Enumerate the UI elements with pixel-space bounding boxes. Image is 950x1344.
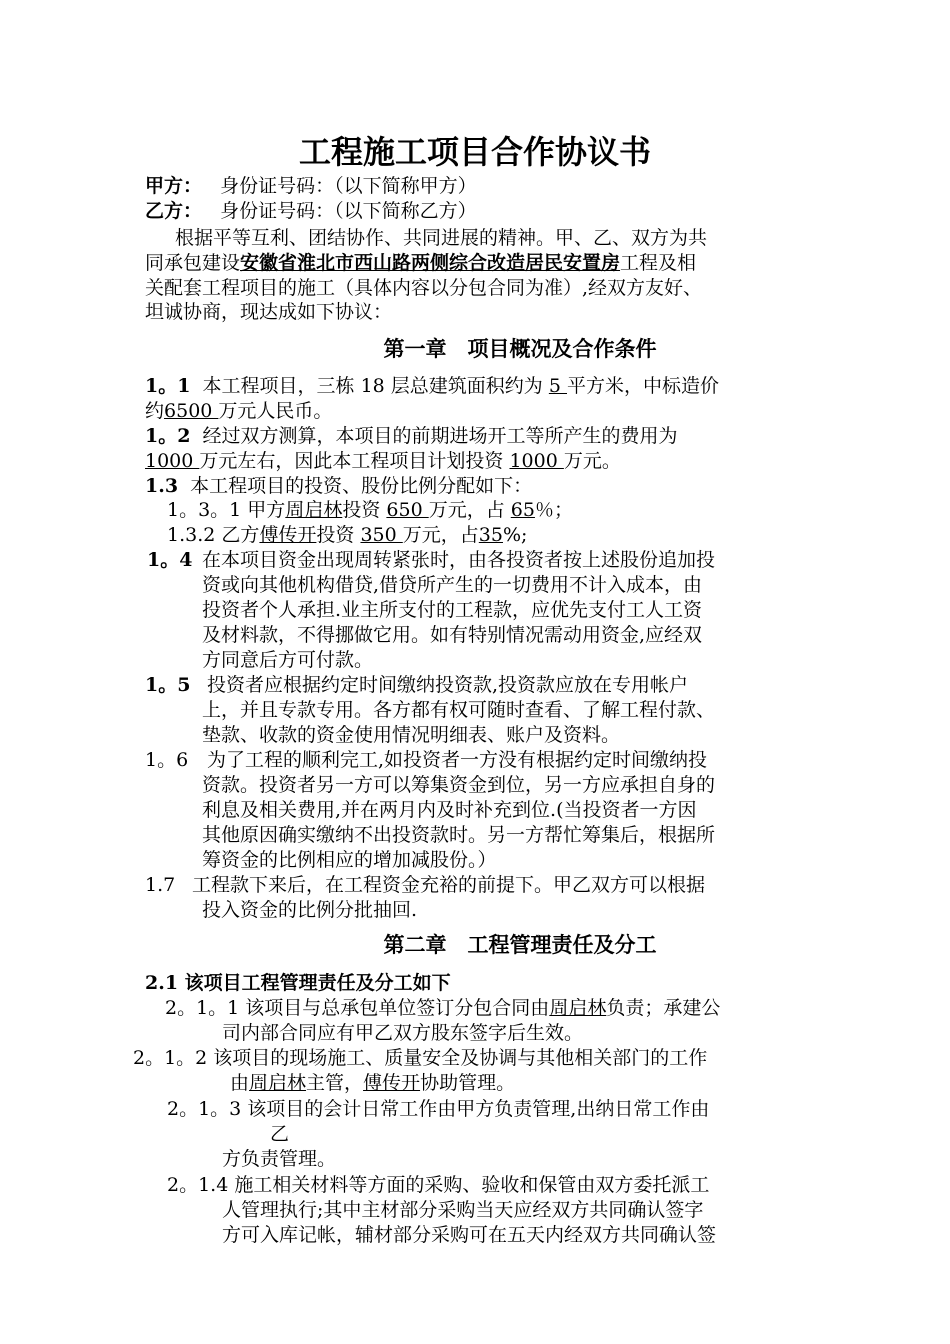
party-a-label: 甲方： — [145, 175, 203, 197]
clause-text: 由 — [230, 1072, 250, 1094]
clause-1-7-line-2: 投入资金的比例分批抽回. — [202, 899, 418, 921]
clause-1-4-line-4: 及材料款，不得挪做它用。如有特别情况需动用资金,应经双 — [202, 624, 703, 646]
clause-number-1-5: 1。5 — [145, 674, 191, 696]
area-value: 5 — [548, 375, 567, 397]
clause-2-1-4-line-3: 方可入库记帐，辅材部分采购可在五天内经双方共同确认签 — [222, 1224, 717, 1246]
project-name: 安徽省淮北市西山路两侧综合改造居民安置房 — [240, 252, 621, 274]
chapter-2-heading: 第二章 工程管理责任及分工 — [383, 933, 657, 957]
intro-text: 工程及相 — [620, 252, 697, 274]
clause-1-7-line-1: 工程款下来后，在工程资金充裕的前提下。甲乙双方可以根据 — [192, 874, 706, 896]
clause-text: 本工程项目的投资、股份比例分配如下： — [190, 475, 533, 497]
clause-text: 主管， — [306, 1072, 364, 1094]
clause-text: 协助管理。 — [420, 1072, 516, 1094]
clause-text: 投资 — [342, 499, 381, 521]
intro-line-4: 坦诚协商，现达成如下协议： — [145, 301, 393, 323]
clause-1-4-line-5: 方同意后方可付款。 — [202, 649, 374, 671]
clause-1-4-line-2: 资或向其他机构借贷,借贷所产生的一切费用不计入成本，由 — [202, 574, 703, 596]
clause-text: 1.3.2 乙方 — [167, 524, 260, 546]
party-a-text: 身份证号码：（以下简称甲方） — [220, 175, 477, 197]
intro-line-2 — [145, 251, 696, 275]
party-b-name: 傅传开 — [259, 524, 317, 546]
clause-text: 负责；承建公 — [606, 997, 721, 1019]
clause-1-4-line-3: 投资者个人承担.业主所支付的工程款，应优先支付工人工资 — [202, 599, 703, 621]
party-a-name: 周启林 — [249, 1072, 307, 1094]
clause-1-3-2 — [167, 523, 527, 547]
party-b-line — [145, 199, 477, 223]
clause-1-2-cont — [145, 449, 621, 473]
clause-1-5-line-3: 垫款、收款的资金使用情况明细表、账户及资料。 — [202, 724, 621, 746]
party-a-amount: 650 — [386, 499, 429, 521]
clause-1-5-line-2: 上，并且专款专用。各方都有权可随时查看、了解工程付款、 — [202, 699, 716, 721]
clause-2-1-heading: 2.1 该项目工程管理责任及分工如下 — [145, 972, 451, 994]
clause-2-1-1-cont: 司内部合同应有甲乙双方股东签字后生效。 — [222, 1022, 584, 1044]
clause-number: 1。2 — [145, 425, 191, 447]
clause-1-6-line-4: 其他原因确实缴纳不出投资款时。另一方帮忙筹集后，根据所 — [202, 824, 716, 846]
clause-number-1-7: 1.7 — [145, 874, 176, 896]
clause-text: 万元，占 — [402, 524, 479, 546]
clause-text: 1。3。1 甲方 — [167, 499, 286, 521]
clause-text: 投资 — [316, 524, 355, 546]
party-b-text: 身份证号码：（以下简称乙方） — [220, 200, 477, 222]
clause-number-1-4: 1。4 — [147, 549, 193, 571]
clause-2-1-3-cont: 方负责管理。 — [222, 1148, 337, 1170]
clause-1-6-line-2: 资款。投资者另一方可以筹集资金到位，另一方应承担自身的 — [202, 774, 716, 796]
party-b-share: 35 — [478, 524, 503, 546]
clause-1-1 — [145, 374, 719, 398]
clause-1-5-line-1: 投资者应根据约定时间缴纳投资款,投资款应放在专用帐户 — [207, 674, 689, 696]
clause-2-1-2: 2。1。2 该项目的现场施工、质量安全及协调与其他相关部门的工作 — [133, 1047, 708, 1069]
party-b-label: 乙方： — [145, 200, 203, 222]
clause-text: 万元人民币。 — [218, 400, 333, 422]
clause-number: 1。1 — [145, 375, 191, 397]
investment-value: 1000 — [509, 450, 564, 472]
party-b-amount: 350 — [360, 524, 403, 546]
clause-1-3 — [145, 474, 532, 498]
intro-text: 同承包建设 — [145, 252, 241, 274]
clause-1-1-cont — [145, 399, 332, 423]
party-a-share: 65 — [510, 499, 535, 521]
clause-2-1-4: 2。1.4 施工相关材料等方面的采购、验收和保管由双方委托派工 — [167, 1174, 710, 1196]
clause-number: 1.3 — [145, 475, 179, 497]
document-title: 工程施工项目合作协议书 — [298, 133, 651, 171]
clause-2-1-3: 2。1。3 该项目的会计日常工作由甲方负责管理,出纳日常工作由 — [167, 1098, 710, 1120]
clause-2-1-2-cont — [230, 1071, 515, 1095]
clause-text: 2。1。1 该项目与总承包单位签订分包合同由 — [165, 997, 550, 1019]
clause-1-6-line-5: 筹资金的比例相应的增加减股份。） — [202, 849, 497, 871]
cost-value: 1000 — [145, 450, 200, 472]
clause-text: 本工程项目，三栋 18 层总建筑面积约为 — [202, 375, 543, 397]
intro-line-3: 关配套工程项目的施工（具体内容以分包合同为准）,经双方友好、 — [145, 277, 703, 299]
clause-text: 万元左右，因此本工程项目计划投资 — [199, 450, 504, 472]
clause-text: 经过双方测算，本项目的前期进场开工等所产生的费用为 — [202, 425, 678, 447]
clause-text: 平方米，中标造价 — [567, 375, 720, 397]
clause-number-1-6: 1。6 — [145, 749, 189, 771]
clause-text: 万元，占 — [428, 499, 505, 521]
clause-1-4-line-1: 在本项目资金出现周转紧张时，由各投资者按上述股份追加投 — [202, 549, 716, 571]
clause-2-1-4-line-2: 人管理执行;其中主材部分采购当天应经双方共同确认签字 — [222, 1199, 704, 1221]
clause-1-6-line-1: 为了工程的顺利完工,如投资者一方没有根据约定时间缴纳投 — [207, 749, 708, 771]
clause-text: ％； — [534, 499, 573, 521]
clause-1-3-1 — [167, 498, 573, 522]
party-a-name: 周启林 — [285, 499, 343, 521]
chapter-1-heading: 第一章 项目概况及合作条件 — [383, 337, 657, 361]
clause-text: 万元。 — [563, 450, 621, 472]
party-a-name: 周启林 — [549, 997, 607, 1019]
party-b-name: 傅传开 — [363, 1072, 421, 1094]
clause-1-2 — [145, 424, 678, 448]
party-a-line — [145, 174, 477, 198]
intro-line-1: 根据平等互利、团结协作、共同进展的精神。甲、乙、双方为共 — [175, 227, 708, 249]
price-value: 6500 — [164, 400, 219, 422]
clause-text: 约 — [145, 400, 165, 422]
clause-text: %; — [502, 524, 528, 546]
clause-2-1-1 — [165, 996, 720, 1020]
clause-1-6-line-3: 利息及相关费用,并在两月内及时补充到位.(当投资者一方因 — [202, 799, 697, 821]
clause-2-1-3-wrap: 乙 — [270, 1123, 290, 1145]
